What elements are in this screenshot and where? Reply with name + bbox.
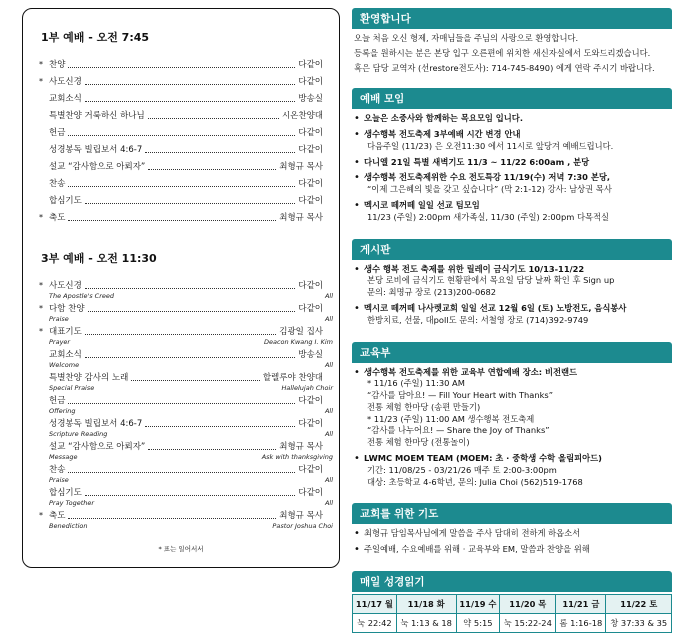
worship-item-sub: 다음주일 (11/23) 은 오전11:30 에서 11시로 앞당겨 예배드립니다.	[367, 140, 614, 151]
order-item-label-en: Praise	[49, 315, 69, 323]
section-header-prayer: 교회를 위한 기도	[352, 503, 672, 524]
worship-item-main: 오늘은 소중사와 함께하는 목요모임 입니다.	[364, 113, 523, 124]
board-item-contact: 문의: 최명규 장로 (213)200-0682	[367, 287, 497, 298]
leader-dots	[68, 511, 276, 519]
leader-dots	[85, 77, 296, 85]
standing-footnote: * 표는 일어서서	[158, 545, 204, 553]
section-body-board	[352, 260, 672, 333]
list-item	[354, 528, 670, 540]
standing-marker: *	[39, 77, 43, 86]
leader-dots	[68, 179, 295, 187]
order-item-label-en: Prayer	[49, 338, 71, 346]
leader-dots	[68, 213, 276, 221]
order-item-label: 특별찬양 감사의 노래	[49, 373, 129, 383]
order-item-label-en: The Apostle's Creed	[49, 292, 115, 300]
order-item-person-en: All	[324, 361, 333, 369]
order-item-person: 방송실	[298, 94, 323, 104]
order-item-person-en: All	[324, 407, 333, 415]
order-item-label: 대표기도	[49, 327, 82, 337]
table-row	[353, 613, 672, 632]
announcements-panel	[352, 8, 672, 633]
section-header-board: 게시판	[352, 239, 672, 260]
welcome-line-1: 오늘 처음 오신 형제, 자매님들을 주님의 사랑으로 환영합니다.	[354, 33, 579, 43]
education-item-sub: “감사를 담아요! — Fill Your Heart with Thanks”	[367, 390, 554, 401]
leader-dots	[85, 488, 296, 496]
order-item-person-en: All	[324, 292, 333, 300]
leader-dots	[148, 111, 279, 119]
order-item-label: 찬양	[49, 60, 66, 70]
order-item-person-en: All	[324, 499, 333, 507]
list-item	[354, 453, 670, 488]
order-item-label-en: Offering	[49, 407, 76, 415]
education-item-sub: * 11/23 (주일) 11:00 AM 생수행복 전도축제	[367, 413, 535, 424]
list-item	[354, 157, 670, 169]
worship-item-main: 멕시코 떼꺼떼 일일 선교 팀모임	[364, 200, 480, 211]
order-item-person-en: Hallelujah Choir	[281, 384, 333, 392]
section-body-worship	[352, 109, 672, 229]
welcome-line-2: 등록을 원하시는 분은 본당 입구 오른편에 위치한 새신자실에서 도와드리겠습니다.	[354, 47, 651, 58]
list-item	[39, 349, 333, 369]
board-item-sub: 한방치료, 선물, 대poll도 문의: 서철영 장로 (714)392-9749	[367, 314, 589, 325]
order-item-person: 다같이	[298, 465, 323, 475]
order-item-label: 성경봉독 빌립보서 4:6-7	[49, 145, 143, 155]
board-item-sub: 본당 로비에 금식기도 현황판에서 목요일 담당 날짜 확인 후 Sign up	[367, 275, 615, 286]
order-item-label: 찬송	[49, 179, 66, 189]
standing-marker: *	[39, 60, 43, 69]
leader-dots	[68, 396, 295, 404]
list-item	[354, 367, 670, 449]
order-item-person: 다같이	[298, 145, 323, 155]
worship-item-main: 생수행복 전도축제위한 수요 전도특강 11/19(수) 저녁 7:30 본당,	[364, 172, 611, 183]
list-item	[39, 161, 323, 173]
bible-date-header: 11/17 월	[353, 594, 397, 613]
bible-date-header: 11/20 목	[500, 594, 556, 613]
list-item	[39, 144, 323, 156]
bible-date-header: 11/22 토	[606, 594, 672, 613]
order-item-label: 특별찬양 거룩하신 하나님	[49, 111, 145, 121]
order-item-label: 헌금	[49, 128, 66, 138]
list-item	[39, 487, 333, 507]
order-item-person-en: All	[324, 430, 333, 438]
order-item-label: 성경봉독 빌립보서 4:6-7	[49, 419, 143, 429]
list-item	[354, 544, 670, 556]
leader-dots	[68, 128, 295, 136]
section-header-education: 교육부	[352, 342, 672, 363]
order-item-person: 다같이	[298, 77, 323, 87]
list-item	[354, 303, 670, 327]
list-item	[39, 510, 333, 530]
leader-dots	[148, 162, 276, 170]
order-item-label: 사도신경	[49, 281, 82, 291]
order-item-person: 다같이	[298, 281, 323, 291]
order-item-person: 김광일 집사	[279, 327, 323, 337]
bible-passage: 눅 1:13 & 18	[396, 613, 456, 632]
standing-marker: *	[39, 281, 43, 290]
standing-marker: *	[39, 511, 43, 520]
list-item	[39, 195, 323, 207]
order-item-label-en: Scripture Reading	[49, 430, 108, 438]
order-item-label: 교회소식	[49, 94, 82, 104]
bible-date-header: 11/18 화	[396, 594, 456, 613]
order-item-person: 최형규 목사	[279, 442, 323, 452]
list-item	[39, 59, 323, 71]
list-item	[39, 280, 333, 300]
list-item	[39, 372, 333, 392]
section-body-prayer	[352, 524, 672, 562]
section-header-worship: 예배 모임	[352, 88, 672, 109]
order-item-label: 설교 “감사함으로 아뢰자”	[49, 162, 146, 172]
education-item-sub: 전통 체험 한마당 (전통놀이)	[367, 437, 470, 448]
order-of-service-panel	[22, 8, 340, 568]
education-item-main: 생수행복 전도축제를 위한 교육부 연합예배 장소: 비전랜드	[364, 366, 578, 377]
section-header-bible: 매일 성경읽기	[352, 571, 672, 592]
order-item-person: 다같이	[298, 128, 323, 138]
leader-dots	[68, 60, 295, 68]
leader-dots	[148, 442, 276, 450]
standing-marker: *	[39, 213, 43, 222]
list-item	[39, 303, 333, 323]
order-item-label: 설교 “감사함으로 아뢰자”	[49, 442, 146, 452]
order-item-person: 다같이	[298, 419, 323, 429]
order-item-person-en: Pastor Joshua Choi	[272, 522, 333, 530]
order-item-label: 헌금	[49, 396, 66, 406]
order-item-person-en: Deacon Kwang I. Kim	[263, 338, 333, 346]
order-item-person: 할렐루야 찬양대	[262, 373, 323, 383]
order-item-person: 다같이	[298, 304, 323, 314]
board-item-main: 멕시코 떼꺼떼 나사렛교회 일일 선교 12월 6일 (토) 노방전도, 음식봉사	[364, 302, 627, 313]
order-item-person: 다같이	[298, 196, 323, 206]
list-item	[39, 178, 323, 190]
order-item-label-en: Praise	[49, 476, 69, 484]
board-item-main: 생수 행복 전도 축제를 위한 릴레이 금식기도 10/13-11/22	[364, 263, 585, 274]
list-item	[39, 326, 333, 346]
list-item	[354, 264, 670, 299]
list-item	[39, 464, 333, 484]
list-item	[39, 212, 323, 224]
standing-marker: *	[39, 304, 43, 313]
leader-dots	[85, 327, 276, 335]
bible-passage: 눅 22:42	[353, 613, 397, 632]
education-item-sub: * 11/16 (주일) 11:30 AM	[367, 378, 465, 389]
order-item-label: 사도신경	[49, 77, 82, 87]
list-item	[39, 127, 323, 139]
order-item-person: 최형규 목사	[279, 162, 323, 172]
bible-passage: 롬 1:16-18	[556, 613, 606, 632]
leader-dots	[85, 94, 296, 102]
welcome-line-3: 혹은 담당 교역자 (선restore전도사): 714-745-8490) 에게 연락 주시기 바랍니다.	[354, 62, 655, 73]
service1-title: 1부 예배 - 오전 7:45	[41, 31, 150, 44]
order-item-label-en: Benediction	[49, 522, 88, 530]
service2-list	[39, 280, 333, 530]
section-body-welcome	[352, 29, 672, 79]
order-item-person: 다같이	[298, 60, 323, 70]
education-item-sub: 전통 체험 한마당 (송편 만들기)	[367, 401, 481, 412]
worship-item-main: 생수행복 전도축제 3부예배 시간 변경 안내	[364, 129, 521, 140]
list-item	[39, 441, 333, 461]
daily-bible-table	[352, 594, 672, 633]
order-item-person: 방송실	[298, 350, 323, 360]
order-item-person: 다같이	[298, 179, 323, 189]
order-item-label: 교회소식	[49, 350, 82, 360]
bible-date-header: 11/21 금	[556, 594, 606, 613]
service2-title: 3부 예배 - 오전 11:30	[41, 252, 157, 265]
leader-dots	[68, 465, 295, 473]
section-header-welcome: 환영합니다	[352, 8, 672, 29]
list-item	[354, 129, 670, 153]
order-item-label: 합심기도	[49, 196, 82, 206]
bible-passage: 약 5:15	[456, 613, 500, 632]
education-item-sub: 대상: 초등학교 4-6학년, 문의: Julia Choi (562)519-1768	[367, 476, 583, 487]
leader-dots	[131, 373, 260, 381]
education-item-main: LWMC MOEM TEAM (MOEM: 초 · 중학생 수학 올림피아드)	[364, 452, 602, 463]
leader-dots	[145, 145, 295, 153]
list-item	[39, 418, 333, 438]
order-item-label: 축도	[49, 213, 66, 223]
worship-item-main: 다니엘 21일 특별 새벽기도 11/3 ~ 11/22 6:00am , 분당	[364, 156, 590, 167]
order-item-label: 찬송	[49, 465, 66, 475]
order-item-person-en: Ask with thanksgiving	[261, 453, 333, 461]
list-item	[39, 110, 323, 122]
list-item	[354, 113, 670, 125]
prayer-item: 주일예배, 수요예배를 위해 · 교육부와 EM, 말씀과 찬양을 위해	[364, 544, 590, 555]
leader-dots	[145, 419, 295, 427]
order-item-label-en: Welcome	[49, 361, 80, 369]
order-item-person: 다같이	[298, 488, 323, 498]
order-item-person: 다같이	[298, 396, 323, 406]
worship-item-sub: “이제 그은혜의 빛을 갖고 싶습니다” (막 2:1-12) 강사: 남상권 목사	[367, 184, 612, 195]
order-item-person-en: All	[324, 476, 333, 484]
leader-dots	[85, 281, 296, 289]
order-item-person-en: All	[324, 315, 333, 323]
table-row	[353, 594, 672, 613]
order-item-label: 축도	[49, 511, 66, 521]
list-item	[354, 200, 670, 224]
order-item-label-en: Message	[49, 453, 78, 461]
section-body-education	[352, 363, 672, 495]
prayer-item: 최형규 담임목사님에게 말씀을 주사 담대히 전하게 하옵소서	[364, 528, 581, 539]
order-item-label-en: Pray Together	[49, 499, 95, 507]
bible-date-header: 11/19 수	[456, 594, 500, 613]
list-item	[39, 93, 323, 105]
order-item-person: 시온찬양대	[281, 111, 323, 121]
order-item-label: 다함 찬양	[49, 304, 85, 314]
order-item-person: 최형규 목사	[279, 213, 323, 223]
leader-dots	[85, 196, 296, 204]
leader-dots	[88, 304, 296, 312]
education-item-sub: “감사를 나누어요! — Share the Joy of Thanks”	[367, 425, 550, 436]
order-item-label-en: Special Praise	[49, 384, 95, 392]
list-item	[39, 76, 323, 88]
leader-dots	[85, 350, 296, 358]
list-item	[39, 395, 333, 415]
order-item-label: 합심기도	[49, 488, 82, 498]
standing-marker: *	[39, 327, 43, 336]
bible-passage: 창 37:33 & 35	[606, 613, 672, 632]
list-item	[354, 172, 670, 196]
education-item-sub: 기간: 11/08/25 - 03/21/26 매주 토 2:00-3:00pm	[367, 464, 557, 475]
order-item-person: 최형규 목사	[279, 511, 323, 521]
worship-item-sub: 11/23 (주일) 2:00pm 새가족실, 11/30 (주일) 2:00pm 다목적실	[367, 211, 610, 222]
service1-list	[39, 59, 323, 224]
bible-passage: 눅 15:22-24	[500, 613, 556, 632]
